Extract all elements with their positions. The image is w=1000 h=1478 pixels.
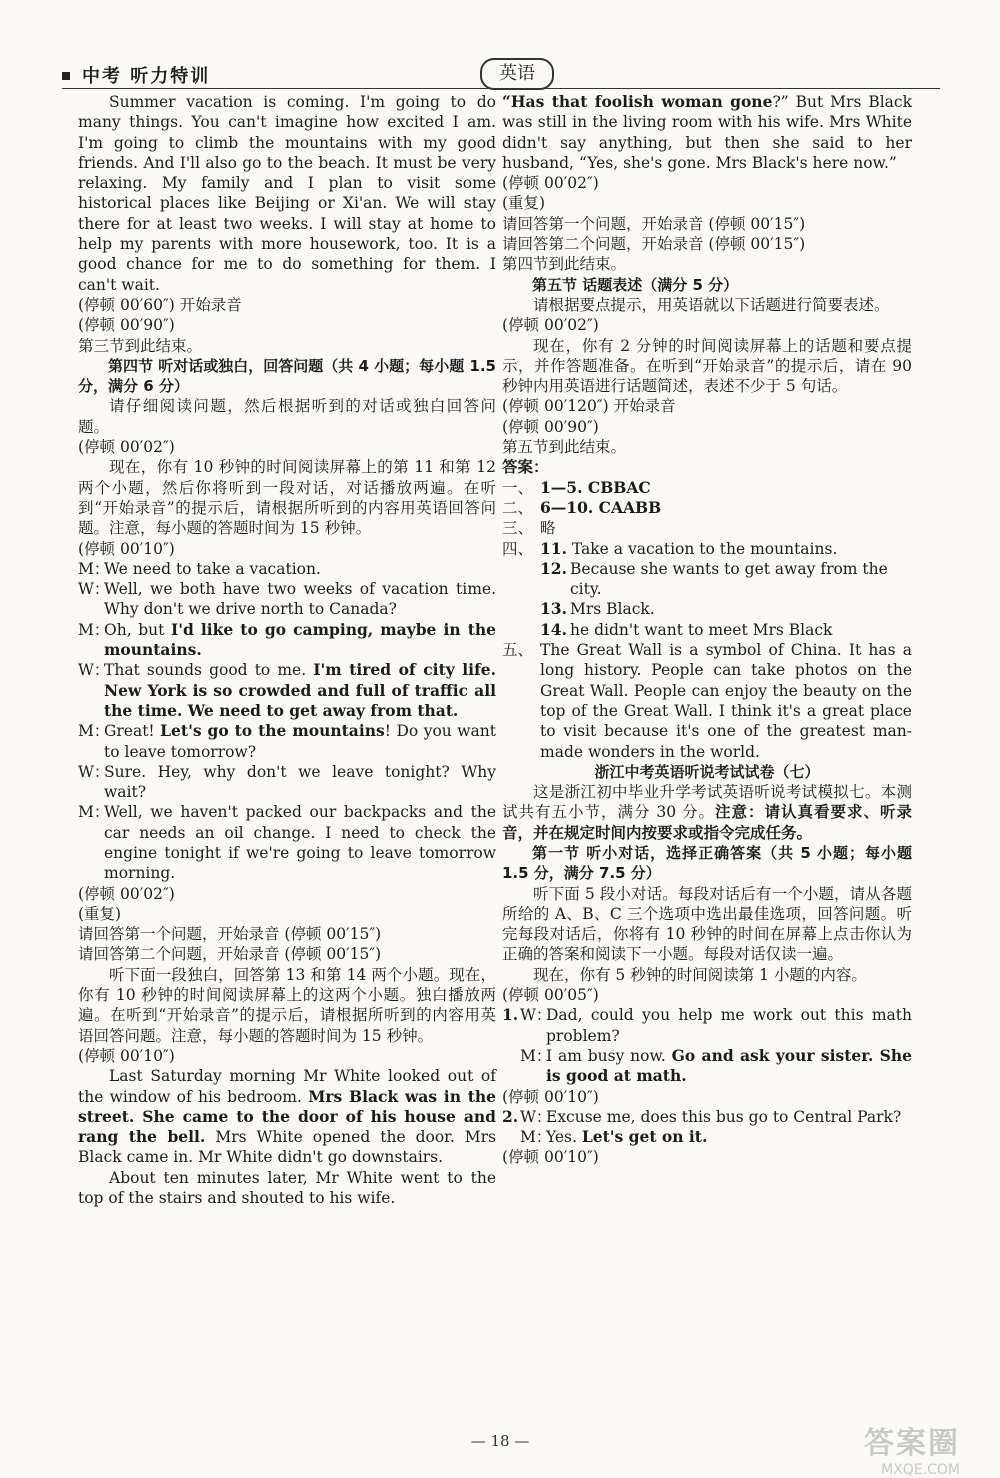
speaker: M： bbox=[78, 803, 110, 822]
dialogue-line bbox=[78, 559, 496, 579]
dialogue-text bbox=[104, 620, 496, 661]
pause-line: (停顿 00′02″) bbox=[78, 884, 175, 903]
instruction-paragraph: 现在，你有 10 秒钟的时间阅读屏幕上的第 11 和第 12 两个小题，然后你将听到一段对话，对话播放两遍。在听到“开始录音”的提示后，请根据所听到的内容用英语回答问题。注意，每小题的答题时间为 15 秒钟。 bbox=[78, 458, 496, 538]
dialogue-item bbox=[502, 1127, 912, 1147]
dialogue-item bbox=[502, 1107, 912, 1127]
page-number: — 18 — bbox=[470, 1432, 530, 1450]
instruction-paragraph: 现在，你有 2 分钟的时间阅读屏幕上的话题和要点提示，并作答题准备。在听到“开始录音”的提示后，请在 90 秒钟内用英语进行话题简述，表述不少于 5 句话。 bbox=[502, 336, 912, 396]
pause-line: (停顿 00′02″) bbox=[502, 174, 599, 193]
answer-text: The Great Wall is a symbol of China. It has a long history. People can take photos on the Great Wall. People can enjoy the beauty on the top of the Great Wall. I think it's a great place to visit because it's one of the greatest man-made wonders in the world. bbox=[540, 641, 912, 761]
text-run: Yes. bbox=[546, 1128, 582, 1147]
story-paragraph bbox=[78, 1066, 496, 1167]
bold-run: “Has that foolish woman gone bbox=[502, 92, 773, 111]
text-run: Last Saturday morning Mr White looked out of the window of his bedroom. bbox=[78, 1067, 496, 1106]
answer-row bbox=[502, 559, 912, 600]
dialogue-text: Well, we haven't packed our backpacks and the car needs an oil change. I need to check the engine tonight if we're going to leave tomorrow morning. bbox=[104, 803, 496, 883]
question-line: 请回答第二个问题，开始录音 (停顿 00′15″) bbox=[502, 235, 806, 254]
item-spacer bbox=[502, 1127, 520, 1147]
section-5-heading: 第五节 话题表述（满分 5 分） bbox=[532, 275, 739, 294]
dialogue-text: Sure. Hey, why don't we leave tonight? Why wait? bbox=[104, 762, 496, 802]
answer-number: 三、 bbox=[502, 519, 534, 538]
text-run: ?” But Mrs Black was still in the living room with his wife. Mrs White didn't say anything, but then she said to her husband, “Yes, she's gone. Mrs Black's here now.” bbox=[502, 93, 912, 172]
text-run: Great! bbox=[104, 722, 161, 741]
answer-text bbox=[540, 498, 912, 518]
paper-title: 浙江中考英语听说考试试卷（七） bbox=[594, 762, 820, 781]
pause-line: (停顿 00′120″) 开始录音 bbox=[502, 397, 676, 416]
text-run: 这是浙江初中毕业升学考试英语听说考试模拟七。本测试共有五小节，满分 30 分。 bbox=[502, 783, 912, 822]
story-paragraph: About ten minutes later, Mr White went to the top of the stairs and shouted to his wife. bbox=[78, 1168, 496, 1208]
pause-line: (停顿 00′10″) bbox=[502, 1148, 599, 1167]
item-spacer bbox=[502, 1046, 520, 1087]
answer-text: Mrs Black. bbox=[570, 600, 655, 619]
speaker: W： bbox=[520, 1107, 552, 1126]
dialogue-text bbox=[546, 1046, 912, 1087]
answer-row bbox=[502, 518, 912, 538]
left-column bbox=[78, 92, 496, 1208]
monologue-paragraph: Summer vacation is coming. I'm going to do many things. You can't imagine how excited I am. I'm going to climb the mountains with my good friends. And I'll also go to the beach. It must be very relaxing. My family and I plan to visit some historical places like Beijing or Xi'an. We will stay there for at least two weeks. I will stay at home to help my parents with more housework, too. It is a good chance for me to do something for them. I can't wait. bbox=[78, 93, 496, 294]
text-run: I am busy now. bbox=[546, 1046, 672, 1065]
dialogue-line bbox=[78, 721, 496, 762]
bold-run: 6—10. CAABB bbox=[540, 497, 662, 517]
dialogue-text bbox=[104, 660, 496, 721]
dialogue-line bbox=[78, 660, 496, 721]
speaker: W： bbox=[520, 1006, 552, 1025]
bold-run: I'd like to go camping, maybe in the mountains. bbox=[104, 619, 496, 660]
speaker: W： bbox=[78, 580, 110, 599]
instruction-paragraph: 听下面一段独白，回答第 13 和第 14 两个小题。现在，你有 10 秒钟的时间阅读屏幕上的这两个小题。独白播放两遍。在听到“开始录音”的提示后，请根据所听到的内容用英语回答问题。注意，每小题的答题时间为 15 秒钟。 bbox=[78, 965, 496, 1045]
speaker: M： bbox=[520, 1128, 552, 1147]
pause-line: (停顿 00′02″) bbox=[502, 316, 599, 335]
pause-line: (停顿 00′10″) bbox=[502, 1087, 599, 1106]
pause-line: (停顿 00′90″) bbox=[502, 417, 599, 436]
bold-run: Let's get on it. bbox=[581, 1127, 708, 1147]
answer-number: 14. bbox=[540, 619, 567, 639]
dialogue-line bbox=[520, 1046, 912, 1087]
item-number: 2. bbox=[502, 1106, 519, 1126]
repeat-line: (重复) bbox=[502, 194, 546, 213]
item-number: 1. bbox=[502, 1005, 519, 1025]
section-1-heading: 第一节 听小对话，选择正确答案（共 5 小题；每小题 1.5 分，满分 7.5 分） bbox=[502, 843, 912, 883]
bold-run: I'm tired of city life. New York is so crowded and full of traffic all the time. We need to get away from that. bbox=[104, 660, 496, 720]
text-run: Oh, but bbox=[104, 620, 171, 639]
answers-heading bbox=[502, 457, 912, 477]
speaker: M： bbox=[78, 722, 110, 741]
speaker: M： bbox=[78, 559, 110, 578]
pause-line: (停顿 00′90″) bbox=[78, 316, 175, 335]
answer-text bbox=[540, 539, 912, 559]
answer-number: 13. bbox=[540, 599, 567, 619]
dialogue-item bbox=[502, 1005, 912, 1046]
watermark-logo bbox=[760, 1418, 960, 1478]
dialogue-text: We need to take a vacation. bbox=[104, 559, 321, 578]
pause-line: (停顿 00′05″) bbox=[502, 986, 599, 1005]
answer-text: Because she wants to get away from the city. bbox=[570, 559, 888, 599]
bold-run: Mrs Black was in the street. She came to the door of his house and rang the bell. bbox=[78, 1086, 496, 1147]
dialogue-line bbox=[520, 1107, 912, 1127]
header-square-icon bbox=[62, 72, 70, 80]
answer-row bbox=[502, 599, 912, 619]
dialogue-text bbox=[546, 1127, 912, 1147]
dialogue-line bbox=[78, 620, 496, 661]
dialogue-line bbox=[520, 1005, 912, 1046]
dialogue-text: Dad, could you help me work out this math problem? bbox=[546, 1006, 912, 1045]
subject-badge: 英语 bbox=[480, 58, 554, 90]
repeat-line: (重复) bbox=[78, 904, 122, 923]
dialogue-line bbox=[78, 579, 496, 620]
question-line: 请回答第一个问题，开始录音 (停顿 00′15″) bbox=[78, 925, 382, 944]
dialogue-line bbox=[78, 802, 496, 883]
answer-text: he didn't want to meet Mrs Black bbox=[570, 620, 833, 639]
instruction-paragraph: 请仔细阅读问题，然后根据听到的对话或独白回答问题。 bbox=[78, 397, 496, 436]
speaker: W： bbox=[78, 762, 110, 781]
dialogue-text: Well, we both have two weeks of vacation time. Why don't we drive north to Canada? bbox=[104, 580, 496, 619]
section-4-heading: 第四节 听对话或独白，回答问题（共 4 小题；每小题 1.5 分，满分 6 分） bbox=[78, 356, 496, 396]
pause-line: (停顿 00′02″) bbox=[78, 438, 175, 457]
pause-line: (停顿 00′10″) bbox=[78, 1046, 175, 1065]
section-end: 第五节到此结束。 bbox=[502, 438, 627, 457]
dialogue-text: Excuse me, does this bus go to Central Park? bbox=[546, 1107, 902, 1126]
dialogue-text bbox=[104, 721, 496, 762]
bold-run: 11. bbox=[540, 538, 567, 558]
answer-row bbox=[502, 640, 912, 762]
answer-text: 略 bbox=[540, 519, 556, 538]
answer-row bbox=[502, 539, 912, 559]
story-paragraph bbox=[502, 92, 912, 173]
bold-run: 注意：请认真看要求、听录音，并在规定时间内按要求或指令完成任务。 bbox=[502, 802, 912, 842]
text-run: That sounds good to me. bbox=[104, 661, 314, 680]
header-rule bbox=[62, 88, 940, 89]
bold-run: 1—5. CBBAC bbox=[540, 477, 651, 497]
answer-text bbox=[540, 478, 912, 498]
bold-run: Let's go to the mountains bbox=[160, 721, 385, 741]
pause-line: (停顿 00′10″) bbox=[78, 539, 175, 558]
section-end: 第四节到此结束。 bbox=[502, 255, 627, 274]
question-line: 请回答第二个问题，开始录音 (停顿 00′15″) bbox=[78, 945, 382, 964]
speaker: M： bbox=[78, 620, 110, 639]
dialogue-line bbox=[78, 762, 496, 803]
speaker: M： bbox=[520, 1046, 552, 1065]
answer-row bbox=[502, 498, 912, 518]
text-run: ! Do you want to leave tomorrow? bbox=[104, 722, 496, 761]
watermark-text: 答案圈 bbox=[864, 1426, 960, 1461]
dialogue-line bbox=[520, 1127, 912, 1147]
answer-number: 12. bbox=[540, 558, 567, 578]
instruction-paragraph bbox=[502, 782, 912, 843]
instruction-paragraph: 请根据要点提示，用英语就以下话题进行简要表述。 bbox=[533, 295, 890, 314]
dialogue-item bbox=[502, 1046, 912, 1087]
answer-row bbox=[502, 620, 912, 640]
text-run: Mrs White opened the door. Mrs Black came in. Mr White didn't go downstairs. bbox=[78, 1128, 496, 1167]
instruction-paragraph: 现在，你有 5 秒钟的时间阅读第 1 小题的内容。 bbox=[533, 965, 867, 984]
right-column bbox=[502, 92, 912, 1168]
pause-line: (停顿 00′60″) 开始录音 bbox=[78, 295, 242, 314]
bold-run: Go and ask your sister. She is good at math. bbox=[546, 1045, 912, 1086]
answer-number: 五、 bbox=[502, 641, 534, 660]
answer-number: 四、 bbox=[502, 539, 534, 558]
question-line: 请回答第一个问题，开始录音 (停顿 00′15″) bbox=[502, 214, 806, 233]
watermark-url: MXQE.COM bbox=[881, 1462, 960, 1478]
page-header bbox=[62, 58, 940, 88]
text-run: Take a vacation to the mountains. bbox=[571, 539, 838, 558]
bold-run: 答案： bbox=[502, 457, 549, 477]
section-end: 第三节到此结束。 bbox=[78, 336, 203, 355]
speaker: W： bbox=[78, 661, 110, 680]
header-title: 中考 听力特训 bbox=[82, 66, 211, 87]
answer-number: 一、 bbox=[502, 478, 534, 497]
answer-row bbox=[502, 478, 912, 498]
answer-number: 二、 bbox=[502, 498, 534, 517]
instruction-paragraph: 听下面 5 段小对话。每段对话后有一个小题，请从各题所给的 A、B、C 三个选项中选出最佳选项，回答问题。听完每段对话后，你将有 10 秒钟的时间在屏幕上点击你认为正确的答案和阅读下一小题。每段对话仅读一遍。 bbox=[502, 884, 912, 964]
